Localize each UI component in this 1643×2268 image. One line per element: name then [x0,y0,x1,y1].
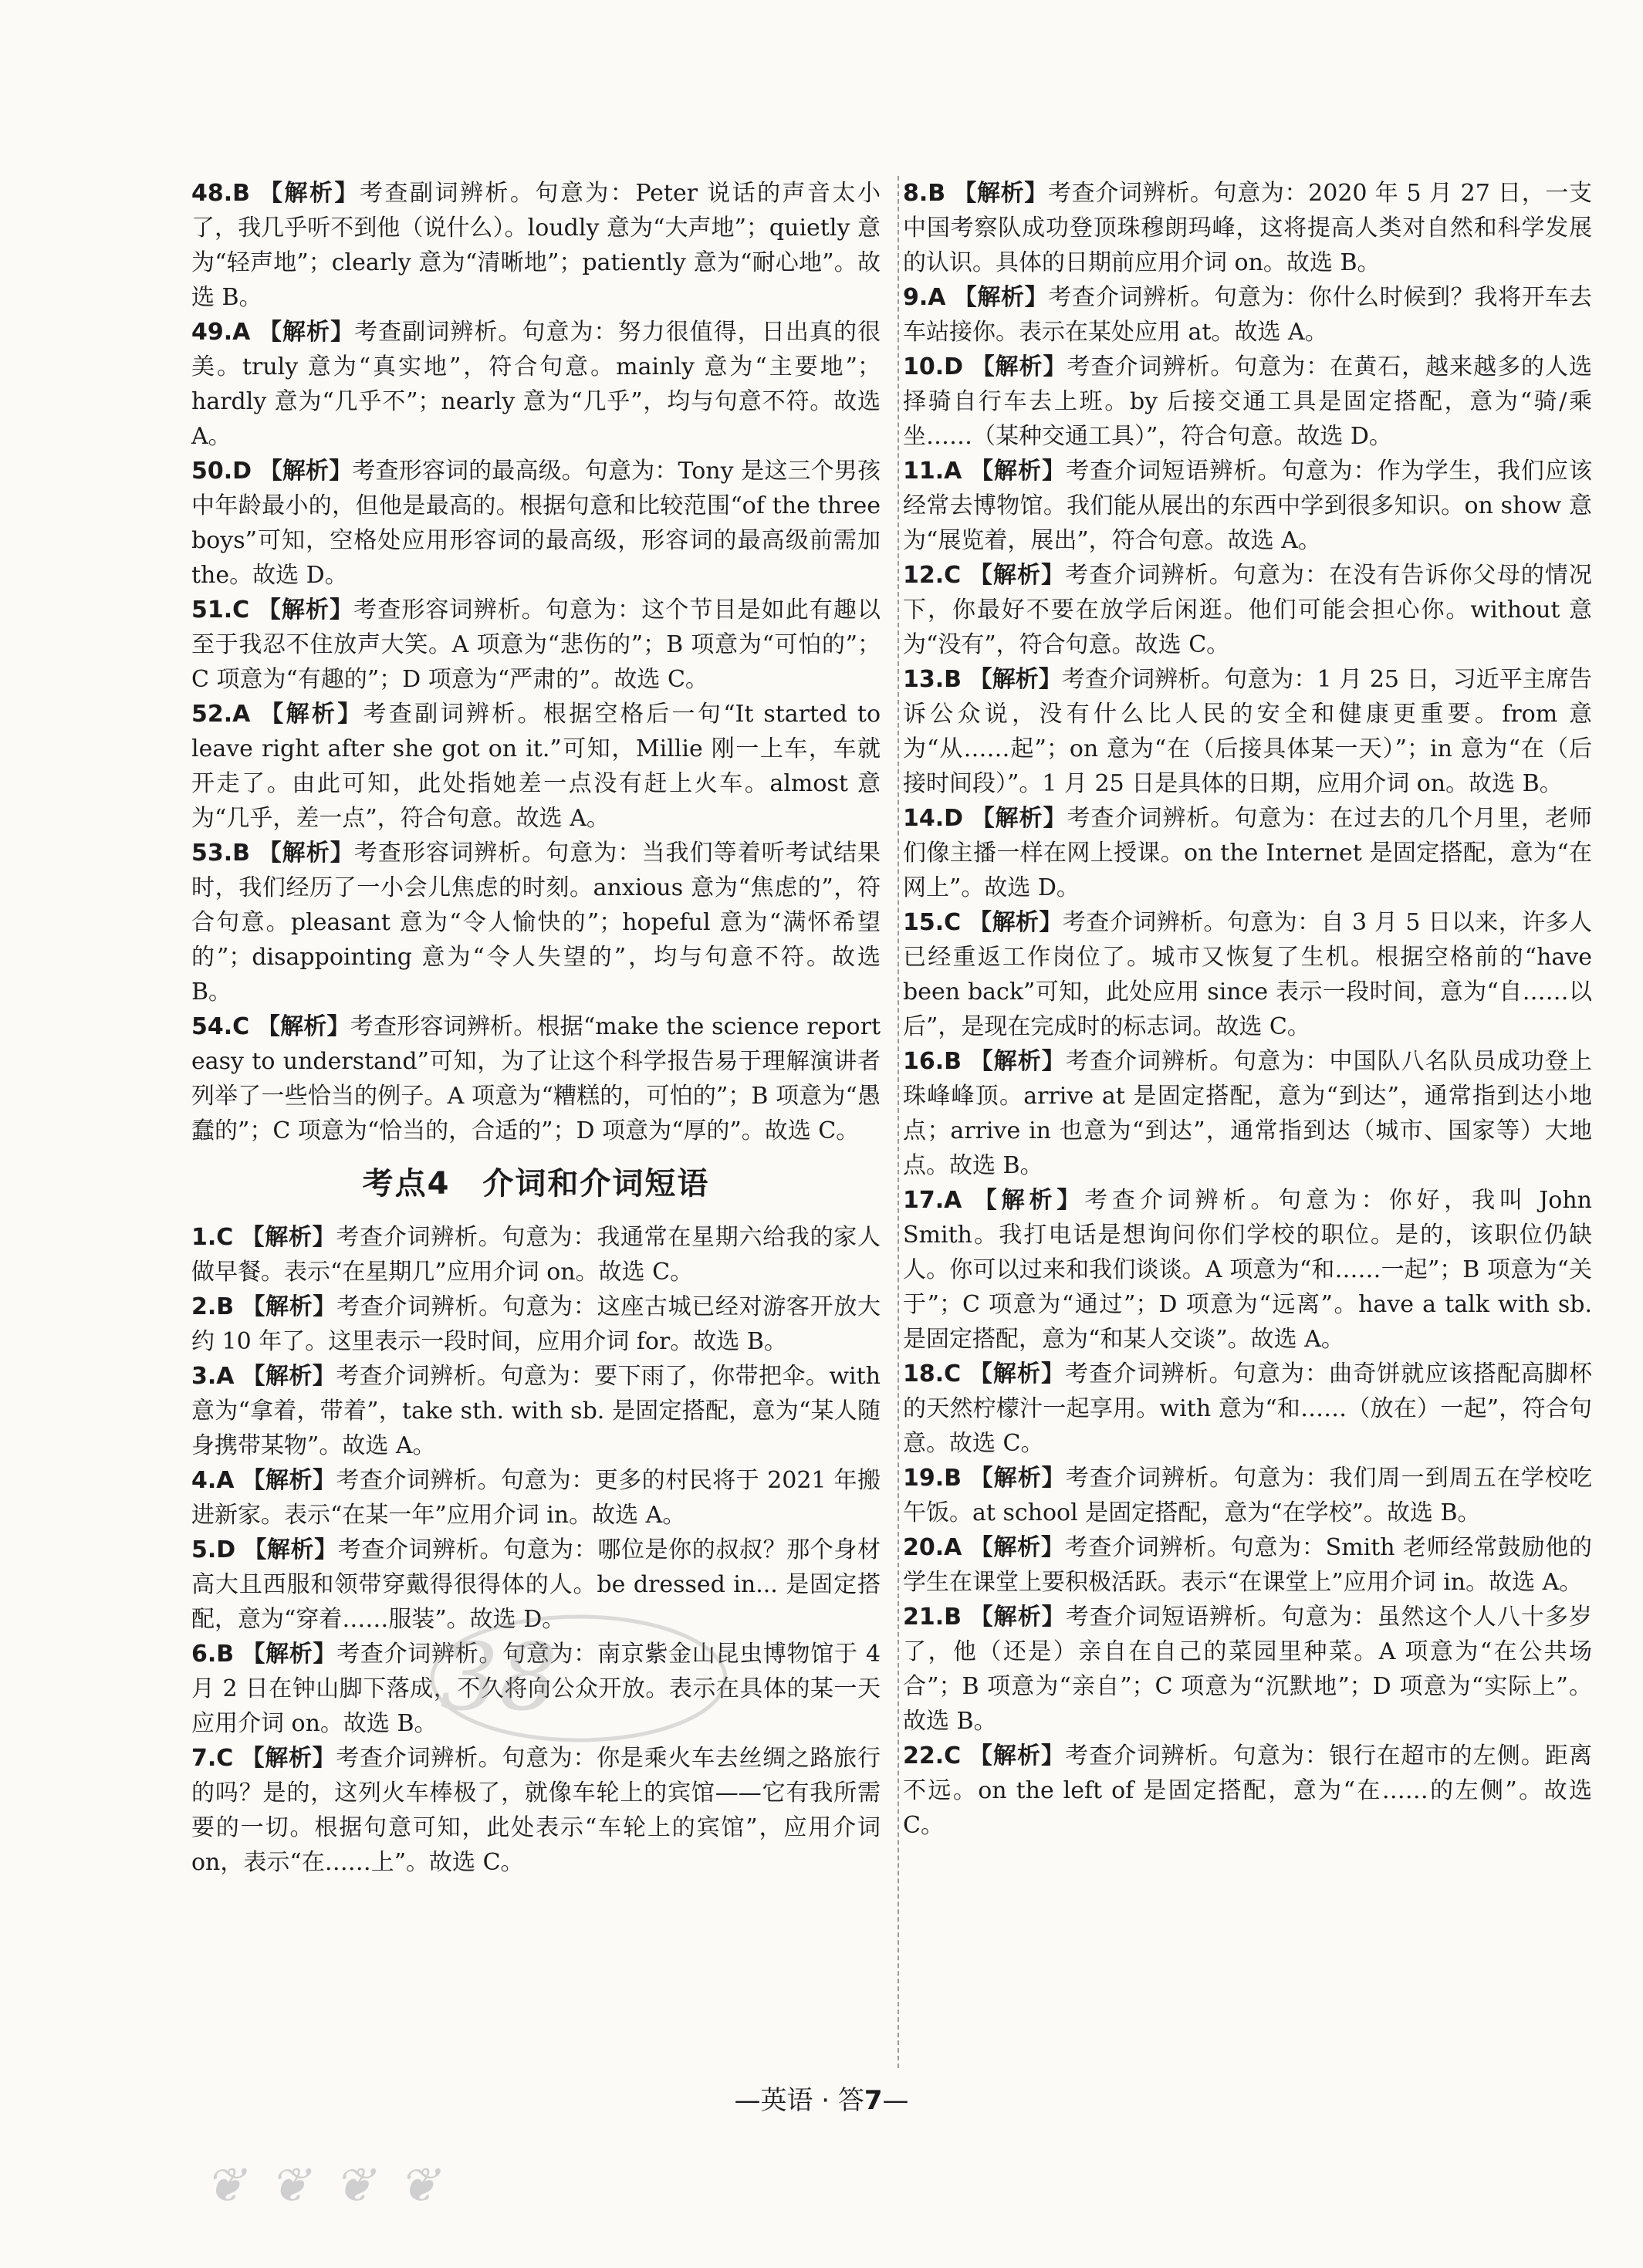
answer-number: 4.A [191,1467,235,1494]
analysis-tag: 【解析】 [242,1467,336,1494]
answer-number: 50.D [191,458,252,485]
analysis-text: 考查形容词的最高级。句意为：Tony 是这三个男孩中年龄最小的，但他是最高的。根据句意和比较范围“of the three boys”可知，空格处应用形容词的最高级，形容词的最高级前需加 the。故选 D。 [191,458,881,589]
answer-item [191,1533,881,1637]
answer-number: 49.A [191,319,251,346]
corner-watermark: ❦ ❦ ❦ ❦ [205,2157,443,2213]
answer-item [191,1637,881,1741]
analysis-text: 考查形容词辨析。句意为：当我们等着听考试结果时，我们经历了一小会儿焦虑的时刻。anxious 意为“焦虑的”，符合句意。pleasant 意为“令人愉快的”；hopeful 意为“满怀希望的”；disappointing 意为“令人失望的”，均与句意不符。故选 B。 [191,840,881,1006]
analysis-text: 考查介词辨析。句意为：在过去的几个月里，老师们像主播一样在网上授课。on the Internet 是固定搭配，意为“在网上”。故选 D。 [903,805,1593,901]
analysis-tag: 【解析】 [973,1187,1085,1214]
answer-item [191,593,881,697]
analysis-tag: 【解析】 [969,562,1066,589]
answer-number: 5.D [191,1536,236,1563]
analysis-text: 考查副词辨析。根据空格后一句“It started to leave right after she got on it.”可知，Millie 刚一上车，车就开走了。由此可知，此处指她差一点没有赶上火车。almost 意为“几乎，差一点”，符合句意。故选 A。 [191,701,881,832]
answer-item [903,1044,1592,1183]
analysis-tag: 【解析】 [241,1745,336,1772]
analysis-text: 考查介词辨析。句意为：我们周一到周五在学校吃午饭。at school 是固定搭配，意为“在学校”。故选 B。 [903,1465,1593,1526]
analysis-text: 考查副词辨析。句意为：努力很值得，日出真的很美。truly 意为“真实地”，符合句意。mainly 意为“主要地”；hardly 意为“几乎不”；nearly 意为“几乎”，均与句意不符。故选 A。 [191,319,881,450]
footer-subject: —英语 · 答 [734,2085,864,2116]
analysis-text: 考查介词辨析。句意为：哪位是你的叔叔？那个身材高大且西服和领带穿戴得很得体的人。be dressed in... 是固定搭配，意为“穿着……服装”。故选 D。 [191,1536,881,1633]
answer-number: 14.D [903,805,964,832]
answer-item [903,280,1592,350]
answer-item [903,558,1592,662]
analysis-text: 考查介词辨析。句意为：曲奇饼就应该搭配高脚杯的天然柠檬汁一起享用。with 意为“和……（放在）一起”，符合句意。故选 C。 [903,1360,1592,1457]
answer-number: 17.A [903,1187,962,1214]
answer-number: 6.B [191,1641,235,1668]
analysis-tag: 【解析】 [969,1534,1065,1561]
answer-item [191,1220,881,1289]
answer-item [191,836,881,1009]
answer-item [903,1739,1592,1843]
analysis-tag: 【解析】 [969,1604,1066,1631]
answer-number: 18.C [903,1360,962,1388]
answer-item [191,1463,881,1533]
analysis-tag: 【解析】 [971,353,1067,380]
answer-item [191,315,881,454]
analysis-tag: 【解析】 [969,458,1067,485]
analysis-tag: 【解析】 [953,180,1048,207]
answer-number: 7.C [191,1745,234,1772]
analysis-tag: 【解析】 [242,1363,336,1390]
analysis-text: 考查介词辨析。句意为：银行在超市的左侧。距离不远。on the left of 是固定搭配，意为“在……的左侧”。故选 C。 [903,1742,1592,1839]
analysis-text: 考查介词辨析。句意为：我通常在星期六给我的家人做早餐。表示“在星期几”应用介词 on。故选 C。 [191,1224,881,1286]
analysis-tag: 【解析】 [969,666,1062,693]
analysis-tag: 【解析】 [241,1224,336,1251]
answer-number: 15.C [903,909,962,936]
answer-item [191,697,881,836]
answer-item [191,1359,881,1463]
analysis-tag: 【解析】 [259,458,353,485]
analysis-tag: 【解析】 [969,1465,1066,1492]
analysis-text: 考查介词辨析。句意为：这座古城已经对游客开放大约 10 年了。这里表示一段时间，应用介词 for。故选 B。 [191,1293,881,1355]
analysis-tag: 【解析】 [953,284,1049,311]
page-footer [0,2079,1643,2117]
footer-dash: — [882,2085,909,2116]
left-column [191,176,881,1880]
answer-item [903,801,1592,905]
answer-item [903,1357,1592,1461]
answer-item [191,1009,881,1148]
answer-number: 22.C [903,1742,962,1769]
answer-number: 54.C [191,1013,250,1040]
analysis-tag: 【解析】 [969,1360,1066,1388]
answer-number: 12.C [903,562,962,589]
analysis-text: 考查介词辨析。句意为：更多的村民将于 2021 年搬进新家。表示“在某一年”应用介词 in。故选 A。 [191,1467,881,1529]
answer-item [903,1600,1592,1739]
answer-number: 10.D [903,353,964,380]
answer-item [903,1530,1592,1600]
answer-number: 20.A [903,1534,962,1561]
answer-number: 1.C [191,1224,234,1251]
right-column [903,176,1592,1843]
preposition-answers-part2 [903,176,1592,1843]
analysis-text: 考查介词辨析。句意为：在没有告诉你父母的情况下，你最好不要在放学后闲逛。他们可能会担心你。without 意为“没有”，符合句意。故选 C。 [903,562,1592,658]
analysis-text: 考查介词短语辨析。句意为：虽然这个人八十多岁了，他（还是）亲自在自己的菜园里种菜。A 项意为“在公共场合”；B 项意为“亲自”；C 项意为“沉默地”；D 项意为“实际上”。故选 B。 [903,1604,1593,1735]
answer-item [903,454,1592,558]
analysis-tag: 【解析】 [257,597,354,624]
adjective-adverb-answers [191,176,881,1148]
answer-item [903,1461,1592,1530]
answer-number: 19.B [903,1465,962,1492]
answer-number: 53.B [191,840,251,867]
analysis-text: 考查介词辨析。句意为：中国队八名队员成功登上珠峰峰顶。arrive at 是固定搭配，意为“到达”，通常指到达小地点；arrive in 也意为“到达”，通常指到达（城市、国家等）大地点。故选 B。 [903,1048,1593,1179]
answer-item [903,1183,1592,1357]
analysis-tag: 【解析】 [969,1048,1066,1075]
answer-item [191,1289,881,1359]
answer-number: 9.A [903,284,946,311]
answer-item [191,176,881,315]
answer-number: 51.C [191,597,250,624]
page-number: 7 [864,2085,883,2116]
answer-number: 16.B [903,1048,962,1075]
analysis-tag: 【解析】 [971,805,1067,832]
analysis-text: 考查介词辨析。句意为：2020 年 5 月 27 日，一支中国考察队成功登顶珠穆朗玛峰，这将提高人类对自然和科学发展的认识。具体的日期前应用介词 on。故选 B。 [903,180,1593,276]
analysis-text: 考查形容词辨析。根据“make the science report easy to understand”可知，为了让这个科学报告易于理解演讲者列举了一些恰当的例子。A 项意为“糟糕的，可怕的”；B 项意为“愚蠢的”；C 项意为“恰当的，合适的”；D 项意为“厚的”。故选 C。 [191,1013,881,1144]
preposition-answers-part1 [191,1220,881,1880]
analysis-text: 考查介词辨析。句意为：在黄石，越来越多的人选择骑自行车去上班。by 后接交通工具是固定搭配，意为“骑/乘坐……（某种交通工具）”，符合句意。故选 D。 [903,353,1593,450]
analysis-tag: 【解析】 [260,701,363,728]
analysis-tag: 【解析】 [969,1742,1066,1769]
analysis-text: 考查介词辨析。句意为：自 3 月 5 日以来，许多人已经重返工作岗位了。城市又恢复了生机。根据空格前的“have been back”可知，此处应用 since 表示一段时间，意为“自……以后”，是现在完成时的标志词。故选 C。 [903,909,1592,1040]
column-divider [898,176,899,2068]
analysis-tag: 【解析】 [242,1641,337,1668]
answer-item [191,1741,881,1880]
analysis-tag: 【解析】 [258,840,354,867]
answer-number: 8.B [903,180,946,207]
answer-number: 13.B [903,666,962,693]
analysis-text: 考查介词辨析。句意为：南京紫金山昆虫博物馆于 4 月 2 日在钟山脚下落成，不久将向公众开放。表示在具体的某一天应用介词 on。故选 B。 [191,1641,881,1737]
analysis-tag: 【解析】 [242,1293,337,1320]
analysis-text: 考查介词辨析。句意为：你好，我叫 John Smith。我打电话是想询问你们学校的职位。是的，该职位仍缺人。你可以过来和我们谈谈。A 项意为“和……一起”；B 项意为“关于”；C 项意为“通过”；D 项意为“远离”。have a talk with sb. 是固定搭配，意为“和某人交谈”。故选 A。 [903,1187,1592,1353]
analysis-text: 考查副词辨析。句意为：Peter 说话的声音太小了，我几乎听不到他（说什么）。loudly 意为“大声地”；quietly 意为“轻声地”；clearly 意为“清晰地”；patiently 意为“耐心地”。故选 B。 [191,180,881,311]
answer-item [903,905,1592,1044]
analysis-text: 考查介词辨析。句意为：Smith 老师经常鼓励他的学生在课堂上要积极活跃。表示“在课堂上”应用介词 in。故选 A。 [903,1534,1593,1596]
analysis-text: 考查介词辨析。句意为：要下雨了，你带把伞。with 意为“拿着，带着”，take sth. with sb. 是固定搭配，意为“某人随身携带某物”。故选 A。 [191,1363,881,1459]
answer-number: 2.B [191,1293,235,1320]
answer-item [903,662,1592,801]
analysis-tag: 【解析】 [258,319,355,346]
analysis-text: 考查介词辨析。句意为：你什么时候到？我将开车去车站接你。表示在某处应用 at。故选 A。 [903,284,1593,346]
analysis-tag: 【解析】 [969,909,1063,936]
analysis-tag: 【解析】 [259,180,360,207]
answer-number: 52.A [191,701,251,728]
answer-item [191,454,881,593]
answer-number: 11.A [903,458,962,485]
answer-item [903,176,1592,280]
analysis-text: 考查形容词辨析。句意为：这个节目是如此有趣以至于我忍不住放声大笑。A 项意为“悲伤的”；B 项意为“可怕的”；C 项意为“有趣的”；D 项意为“严肃的”。故选 C。 [191,597,881,693]
analysis-text: 考查介词短语辨析。句意为：作为学生，我们应该经常去博物馆。我们能从展出的东西中学到很多知识。on show 意为“展览着，展出”，符合句意。故选 A。 [903,458,1592,554]
answer-number: 3.A [191,1363,235,1390]
section-title: 考点4 介词和介词短语 [362,1166,710,1202]
analysis-text: 考查介词辨析。句意为：你是乘火车去丝绸之路旅行的吗？是的，这列火车棒极了，就像车轮上的宾馆——它有我所需要的一切。根据句意可知，此处表示“车轮上的宾馆”，应用介词 on，表示“在……上”。故选 C。 [191,1745,881,1876]
svg-text:38: 38 [440,1624,558,1732]
analysis-text: 考查介词辨析。句意为：1 月 25 日，习近平主席告诉公众说，没有什么比人民的安全和健康更重要。from 意为“从……起”；on 意为“在（后接具体某一天）”；in 意为“在（后接时间段）”。1 月 25 日是具体的日期，应用介词 on。故选 B。 [903,666,1593,797]
answer-number: 48.B [191,180,251,207]
answer-item [903,350,1592,454]
analysis-tag: 【解析】 [256,1013,350,1040]
answer-number: 21.B [903,1604,962,1631]
analysis-tag: 【解析】 [243,1536,338,1563]
